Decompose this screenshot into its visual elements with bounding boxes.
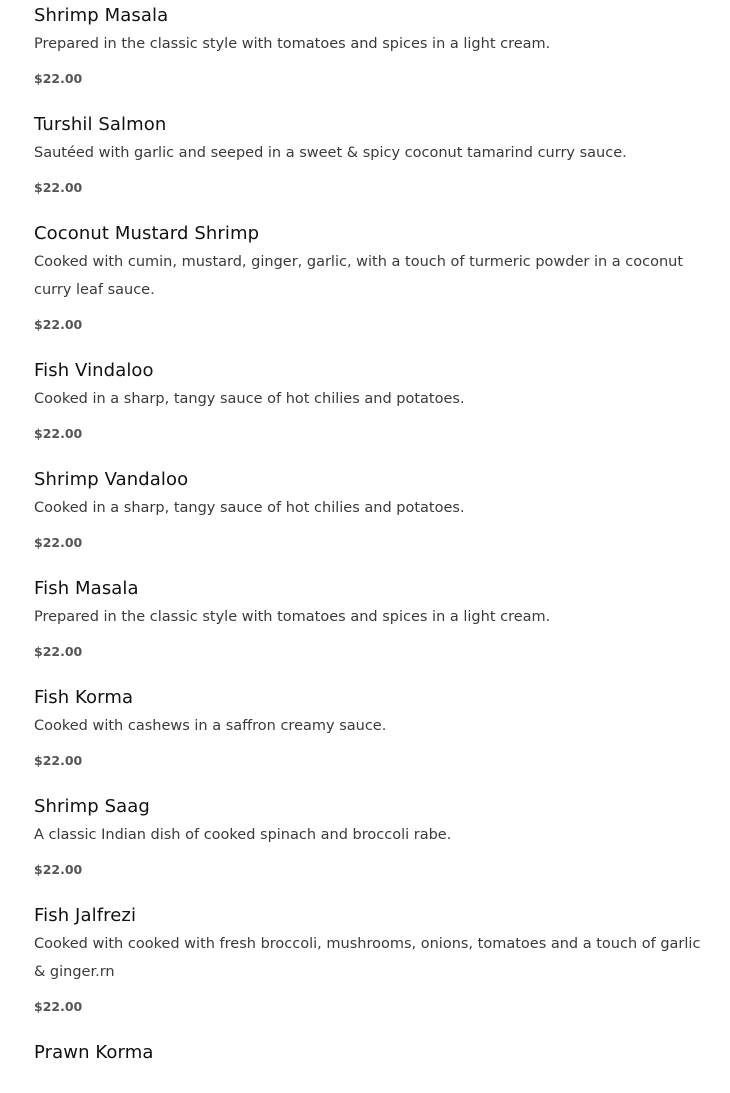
item-description: Sautéed with garlic and seeped in a sweet & spicy coconut tamarind curry sauce. — [34, 145, 627, 161]
item-price: $22.00 — [34, 535, 83, 550]
item-description: Cooked with cooked with fresh broccoli, mushrooms, onions, tomatoes and a touch of garlic & ginger.rn — [34, 936, 701, 980]
item-name: Turshil Salmon — [34, 114, 167, 135]
item-description: Prepared in the classic style with tomatoes and spices in a light cream. — [34, 609, 551, 625]
menu-item-turshil-salmon — [34, 114, 714, 196]
menu-list — [34, 5, 714, 1091]
item-price: $22.00 — [34, 317, 83, 332]
item-name: Shrimp Saag — [34, 796, 150, 817]
menu-item-prawn-korma — [34, 1042, 714, 1064]
item-price: $22.00 — [34, 753, 83, 768]
menu-item-shrimp-masala — [34, 5, 714, 87]
item-name: Prawn Korma — [34, 1042, 154, 1063]
item-name: Fish Jalfrezi — [34, 905, 137, 926]
item-name: Fish Vindaloo — [34, 360, 154, 381]
menu-item-fish-vindaloo — [34, 360, 714, 442]
item-price: $22.00 — [34, 999, 83, 1014]
menu-item-coconut-mustard-shrimp — [34, 223, 714, 333]
menu-item-fish-jalfrezi — [34, 905, 714, 1015]
item-description: Cooked with cashews in a saffron creamy sauce. — [34, 718, 387, 734]
item-price: $22.00 — [34, 426, 83, 441]
menu-item-shrimp-vandaloo — [34, 469, 714, 551]
item-price: $22.00 — [34, 71, 83, 86]
item-name: Coconut Mustard Shrimp — [34, 223, 260, 244]
item-description: A classic Indian dish of cooked spinach and broccoli rabe. — [34, 827, 452, 843]
menu-item-fish-korma — [34, 687, 714, 769]
item-name: Fish Masala — [34, 578, 139, 599]
menu-item-fish-masala — [34, 578, 714, 660]
item-description: Cooked in a sharp, tangy sauce of hot chilies and potatoes. — [34, 500, 465, 516]
item-name: Fish Korma — [34, 687, 134, 708]
item-name: Shrimp Masala — [34, 5, 169, 26]
item-description: Cooked in a sharp, tangy sauce of hot chilies and potatoes. — [34, 391, 465, 407]
item-price: $22.00 — [34, 862, 83, 877]
item-name: Shrimp Vandaloo — [34, 469, 189, 490]
item-description: Prepared in the classic style with tomatoes and spices in a light cream. — [34, 36, 551, 52]
item-price: $22.00 — [34, 180, 83, 195]
item-description: Cooked with cumin, mustard, ginger, garlic, with a touch of turmeric powder in a coconut curry leaf sauce. — [34, 254, 684, 298]
item-price: $22.00 — [34, 644, 83, 659]
menu-item-shrimp-saag — [34, 796, 714, 878]
